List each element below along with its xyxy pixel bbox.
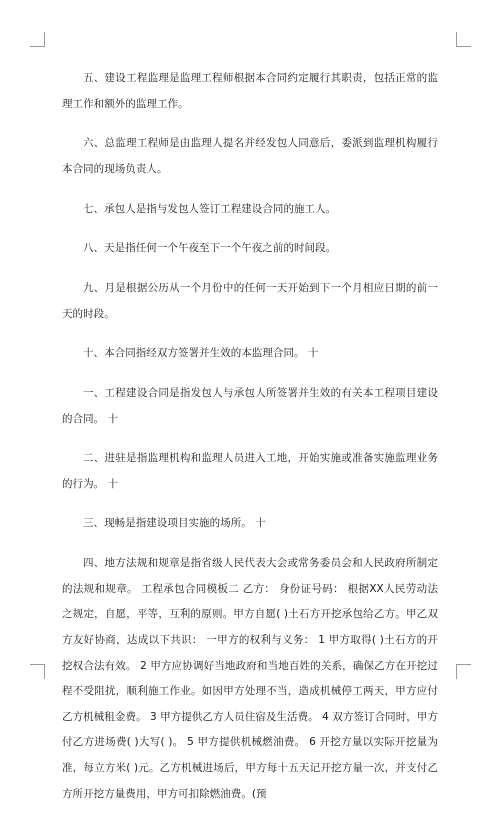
- paragraph-8: 八、天是指任何一个午夜至下一个午夜之前的时间段。: [83, 242, 337, 255]
- paragraph-6: 六、总监理工程师是由监理人提名并经发包人同意后，委派到监理机构履行本合同的现场负责人。: [62, 137, 438, 175]
- paragraph-5: 五、建设工程监理是监理工程师根据本合同约定履行其职责，包括正常的监理工作和额外的监理工作。: [62, 72, 438, 110]
- paragraph-12: 二、进驻是指监理机构和监理人员进入工地，开始实施或准备实施监理业务的行为。 十: [62, 452, 438, 490]
- crop-mark-top-left: [30, 32, 45, 47]
- paragraph-7: 七、承包人是指与发包人签订工程建设合同的施工人。: [83, 202, 337, 215]
- crop-mark-bottom-right: [456, 664, 471, 679]
- paragraph-9: 九、月是根据公历从一个月份中的任何一天开始到下一个月相应日期的前一天的时段。: [62, 281, 438, 320]
- paragraph-10: 十、本合同指经双方签署并生效的本监理合同。 十: [83, 347, 319, 360]
- crop-mark-bottom-left: [30, 664, 45, 679]
- document-body: [62, 66, 438, 821]
- crop-mark-top-right: [456, 32, 471, 47]
- paragraph-14: 四、地方法规和规章是指省级人民代表大会或常务委员会和人民政府所制定的法规和规章。 工程承包合同模板二 乙方： 身份证号码： 根据XX人民劳动法之规定，自愿，平等，互利的原则。甲方自愿( )土石方开挖承包给乙方。甲乙双方友好协商，达成以下共识： 一甲方的权利与义务： 1 甲方取得( )土石方的开挖权合法有效。 2 甲方应协调好当地政府和当地百姓的关系，确保乙方在开挖过程不受阻扰，顺利施工作业。如因甲方处理不当，造成机械停工两天，甲方应付乙方机械租金费。 3 甲方提供乙方人员住宿及生活费。 4 双方签订合同时，甲方付乙方进场费( )大写( )。 5 甲方提供机械燃油费。 6 开挖方量以实际开挖量为准，每立方米( )元。乙方机械进场后，甲方每十五天记开挖方量一次，并支付乙方所开挖方量费用，甲方可扣除燃油费。(预: [62, 557, 438, 800]
- paragraph-11: 一、工程建设合同是指发包人与承包人所签署并生效的有关本工程项目建设的合同。 十: [62, 386, 438, 425]
- paragraph-13: 三、现畅是指建设项目实施的场所。 十: [83, 517, 266, 530]
